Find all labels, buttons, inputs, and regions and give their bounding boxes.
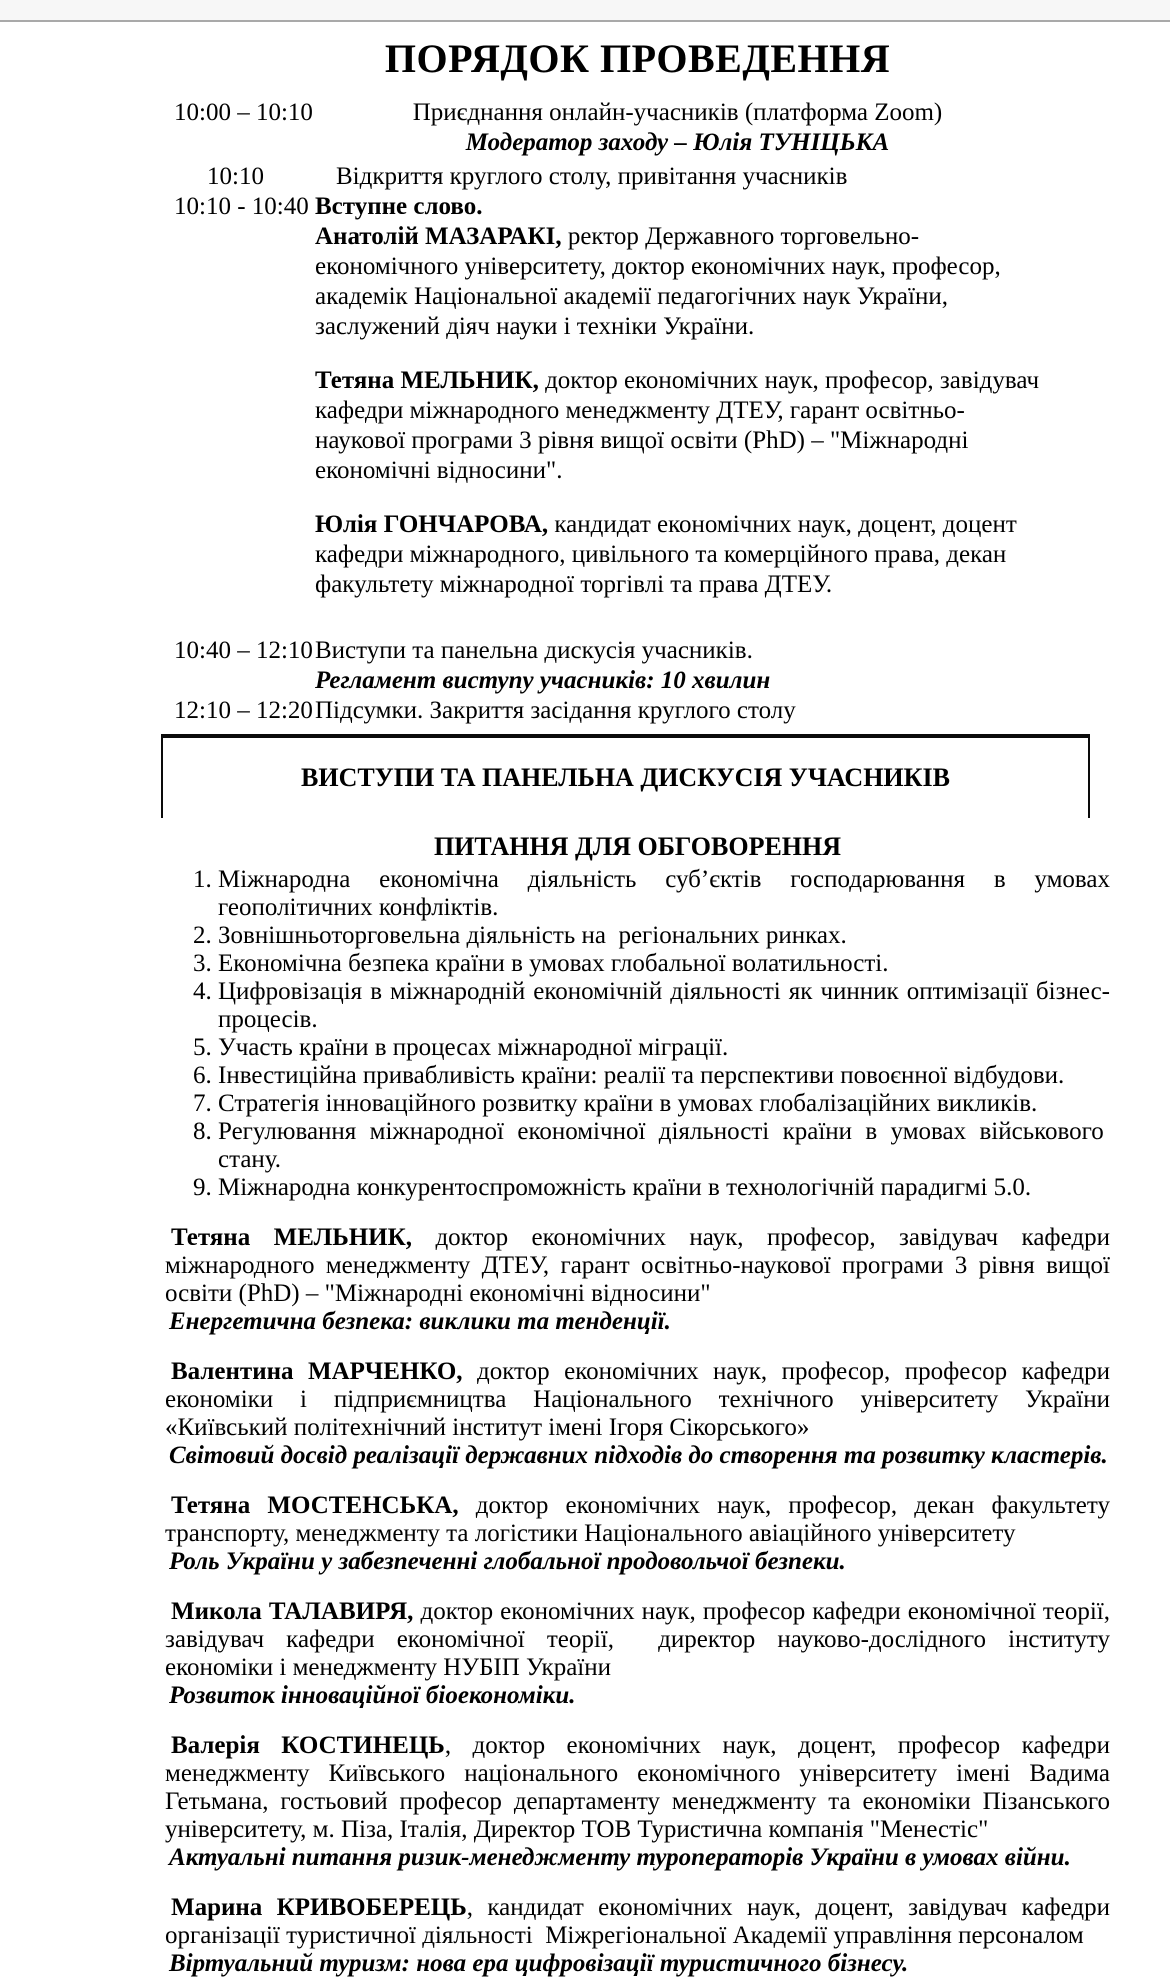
speaker-name: Марина КРИВОБЕРЕЦЬ xyxy=(171,1894,467,1921)
schedule-row-closing xyxy=(165,696,1110,726)
discussion-item: Економічна безпека країни в умовах глобальної волатильності. xyxy=(218,950,889,977)
speaker-topic: Віртуальний туризм: нова ера цифровізації туристичного бізнесу. xyxy=(169,1950,909,1977)
discussion-item: Міжнародна конкурентоспроможність країни в технологічній парадигмі 5.0. xyxy=(218,1174,1032,1201)
speaker-desc: , кандидат економічних наук, доцент, завідувач кафедри організації туристичної діяльності Міжрегіональної Академії управління персоналом xyxy=(165,1894,1110,1949)
discussion-item: Цифровізація в міжнародній економічній діяльності як чинник оптимізації бізнес-процесів. xyxy=(218,978,1110,1033)
speaker-name: Валерія КОСТИНЕЦЬ xyxy=(171,1732,445,1759)
discussion-item: Участь країни в процесах міжнародної міграції. xyxy=(218,1034,729,1061)
speaker-name: Тетяна МЕЛЬНИК, xyxy=(315,367,539,394)
speaker-name: Юлія ГОНЧАРОВА, xyxy=(315,511,549,538)
speaker-topic: Розвиток інноваційної біоекономіки. xyxy=(169,1682,576,1709)
speaker-paragraph xyxy=(165,1894,1110,1950)
speaker-block xyxy=(165,1732,1110,1872)
speaker-topic: Енергетична безпека: виклики та тенденції. xyxy=(169,1308,671,1335)
time-range: 10:00 – 10:10 xyxy=(174,99,313,126)
moderator-line: Модератор заходу – Юлія ТУНІЦЬКА xyxy=(465,129,890,156)
discussion-list xyxy=(165,866,1110,1202)
speaker-topic: Актуальні питання ризик-менеджменту туроператорів України в умовах війни. xyxy=(169,1844,1071,1871)
speaker-desc: доктор економічних наук, професор, завідувач кафедри міжнародного менеджменту ДТЕУ, гарант освітньо-наукової програми 3 рівня вищої освіти (PhD) – "Міжнародні економічні відносини". xyxy=(315,367,1040,484)
row-content xyxy=(315,98,1040,158)
speaker-name: Тетяна МЕЛЬНИК, xyxy=(171,1224,413,1251)
speaker-block xyxy=(165,1224,1110,1336)
speaker-paragraph xyxy=(165,1598,1110,1682)
speaker-block xyxy=(165,1492,1110,1576)
intro-speaker-paragraph xyxy=(315,366,1040,486)
time-range: 12:10 – 12:20 xyxy=(174,697,313,724)
time-range: 10:10 - 10:40 xyxy=(174,193,309,220)
time-range: 10:40 – 12:10 xyxy=(174,637,313,664)
page-title: ПОРЯДОК ПРОВЕДЕННЯ xyxy=(384,36,891,81)
speaker-name: Тетяна МОСТЕНСЬКА, xyxy=(171,1492,459,1519)
speaker-desc: доктор економічних наук, професор кафедри економічної теорії, завідувач кафедри економічної теорії, директор науково-дослідного інституту економіки і менеджменту НУБІП України xyxy=(165,1598,1110,1681)
document-body xyxy=(0,35,1170,1978)
row-content xyxy=(315,636,1040,696)
speaker-name: Валентина МАРЧЕНКО, xyxy=(171,1358,463,1385)
discussion-item: Зовнішньоторговельна діяльність на регіональних ринках. xyxy=(218,922,847,949)
speaker-desc: доктор економічних наук, професор, професор кафедри економіки і підприємництва Національного технічного університету України «Київський політехнічний інститут імені Ігоря Сікорського» xyxy=(165,1358,1110,1441)
discussion-heading: ПИТАННЯ ДЛЯ ОБГОВОРЕННЯ xyxy=(433,832,842,861)
speaker-paragraph xyxy=(165,1358,1110,1442)
regulation-note: Регламент виступу учасників: 10 хвилин xyxy=(315,667,771,694)
speaker-desc: ректор Державного торговельно-економічного університету, доктор економічних наук, професор, академік Національної академії педагогічних наук України, заслужений діяч науки і техніки України. xyxy=(315,223,1001,340)
row-content xyxy=(315,192,1040,624)
discussion-item: Стратегія інноваційного розвитку країни в умовах глобалізаційних викликів. xyxy=(218,1090,1038,1117)
speaker-block xyxy=(165,1598,1110,1710)
discussion-item: Інвестиційна привабливість країни: реалії та перспективи повоєнної відбудови. xyxy=(218,1062,1065,1089)
intro-speaker-paragraph xyxy=(315,222,1040,342)
speaker-block xyxy=(165,1894,1110,1978)
speaker-paragraph xyxy=(165,1732,1110,1844)
panel-section-heading: ВИСТУПИ ТА ПАНЕЛЬНА ДИСКУСІЯ УЧАСНИКІВ xyxy=(301,763,950,792)
agenda-schedule xyxy=(165,98,1110,726)
speaker-name: Анатолій МАЗАРАКІ, xyxy=(315,223,562,250)
page-top-strip xyxy=(0,0,1170,22)
schedule-row-intro xyxy=(165,192,1110,624)
discussion-item: Міжнародна економічна діяльність суб’єктів господарювання в умовах геополітичних конфліктів. xyxy=(218,866,1110,921)
speaker-paragraph xyxy=(165,1492,1110,1548)
speaker-desc: кандидат економічних наук, доцент, доцент кафедри міжнародного, цивільного та комерційного права, декан факультету міжнародної торгівлі та права ДТЕУ. xyxy=(315,511,1017,598)
speaker-desc: , доктор економічних наук, доцент, професор кафедри менеджменту Київського національного економічного університету імені Вадима Гетьмана, гостьовий професор департаменту менеджменту та економіки Пізанського університету, м. Піза, Італія, Директор ТОВ Туристична компанія "Менестіс" xyxy=(165,1732,1110,1843)
speaker-topic: Світовий досвід реалізації державних підходів до створення та розвитку кластерів. xyxy=(169,1442,1108,1469)
schedule-row-opening xyxy=(165,162,1110,192)
panel-section-box xyxy=(161,734,1090,818)
speaker-paragraph xyxy=(165,1224,1110,1308)
speaker-topic: Роль України у забезпеченні глобальної продовольчої безпеки. xyxy=(169,1548,846,1575)
closing-text: Підсумки. Закриття засідання круглого столу xyxy=(315,697,796,724)
schedule-row-joining xyxy=(165,98,1110,158)
speaker-desc: доктор економічних наук, професор, завідувач кафедри міжнародного менеджменту ДТЕУ, гарант освітньо-наукової програми 3 рівня вищої освіти (PhD) – "Міжнародні економічні відносини" xyxy=(165,1224,1110,1307)
schedule-row-presentations xyxy=(165,636,1110,696)
time-value: 10:10 xyxy=(207,163,264,190)
speaker-block xyxy=(165,1358,1110,1470)
joining-text: Приєднання онлайн-учасників (платформа Zoom) xyxy=(412,99,943,126)
speaker-name: Микола ТАЛАВИРЯ, xyxy=(171,1598,414,1625)
speaker-desc: доктор економічних наук, професор, декан факультету транспорту, менеджменту та логістики Національного авіаційного університету xyxy=(165,1492,1110,1547)
opening-text: Відкриття круглого столу, привітання учасників xyxy=(336,163,848,190)
presentations-text: Виступи та панельна дискусія учасників. xyxy=(315,637,753,664)
intro-speaker-paragraph xyxy=(315,510,1040,600)
discussion-item: Регулювання міжнародної економічної діяльності країни в умовах військового стану. xyxy=(218,1118,1110,1173)
intro-lead: Вступне слово. xyxy=(315,193,483,220)
